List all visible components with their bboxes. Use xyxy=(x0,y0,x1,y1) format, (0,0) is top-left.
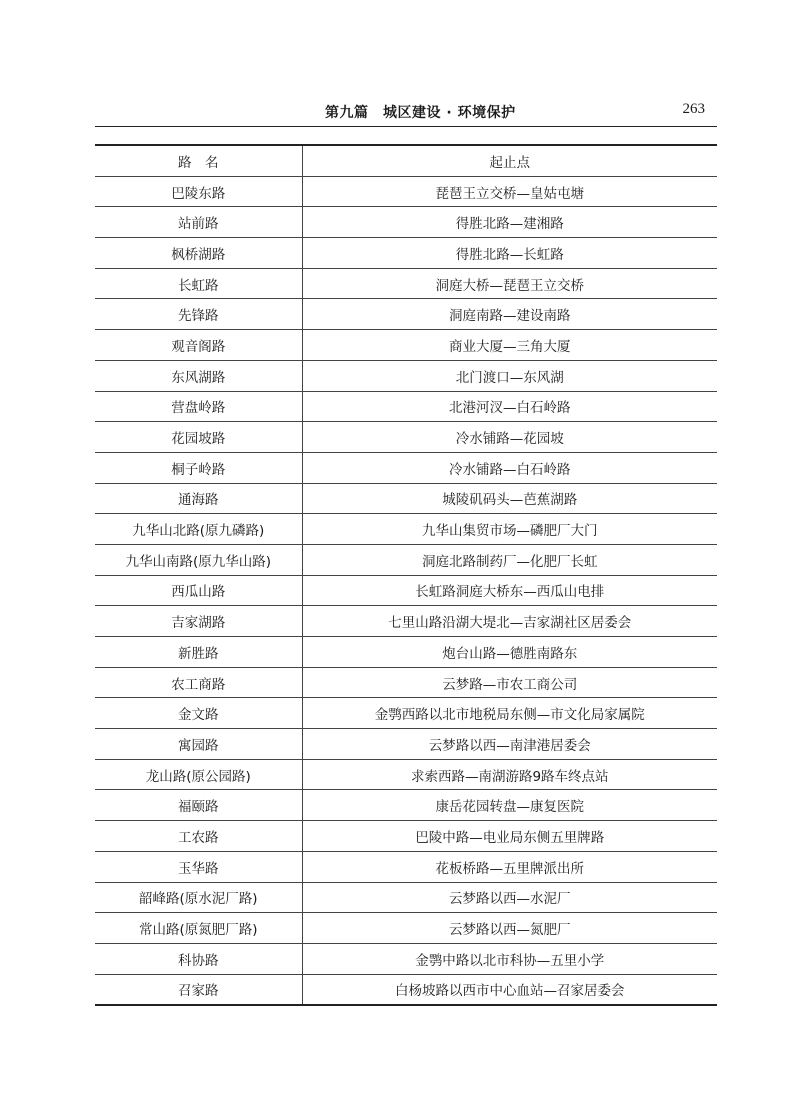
road-name-cell: 工农路 xyxy=(95,821,302,852)
road-table xyxy=(95,144,717,1006)
page-header xyxy=(95,96,717,127)
road-name-cell: 玉华路 xyxy=(95,851,302,882)
start-end-cell: 北门渡口—东风湖 xyxy=(302,360,717,391)
table-body xyxy=(95,176,717,1005)
start-end-cell: 北港河汊—白石岭路 xyxy=(302,391,717,422)
start-end-cell: 花板桥路—五里牌派出所 xyxy=(302,851,717,882)
table-row xyxy=(95,637,717,668)
road-name-cell: 农工商路 xyxy=(95,667,302,698)
start-end-cell: 云梦路以西—水泥厂 xyxy=(302,882,717,913)
road-name-cell: 新胜路 xyxy=(95,637,302,668)
road-name-cell: 福颐路 xyxy=(95,790,302,821)
road-name-cell: 常山路(原氮肥厂路) xyxy=(95,913,302,944)
road-name-cell: 龙山路(原公园路) xyxy=(95,759,302,790)
start-end-cell: 商业大厦—三角大厦 xyxy=(302,330,717,361)
start-end-cell: 九华山集贸市场—磷肥厂大门 xyxy=(302,514,717,545)
start-end-cell: 长虹路洞庭大桥东—西瓜山电排 xyxy=(302,575,717,606)
column-header-start-end: 起止点 xyxy=(302,145,717,176)
road-name-cell: 桐子岭路 xyxy=(95,452,302,483)
table-row xyxy=(95,268,717,299)
start-end-cell: 巴陵中路—电业局东侧五里牌路 xyxy=(302,821,717,852)
table-row xyxy=(95,330,717,361)
table-header-row xyxy=(95,145,717,176)
table-row xyxy=(95,667,717,698)
road-name-cell: 长虹路 xyxy=(95,268,302,299)
road-name-cell: 科协路 xyxy=(95,943,302,974)
header-title: 第九篇 城区建设 · 环境保护 xyxy=(325,105,516,121)
road-name-cell: 先锋路 xyxy=(95,299,302,330)
table-row xyxy=(95,943,717,974)
table-row xyxy=(95,729,717,760)
table-row xyxy=(95,238,717,269)
table-row xyxy=(95,514,717,545)
table-row xyxy=(95,299,717,330)
table-row xyxy=(95,391,717,422)
road-name-cell: 站前路 xyxy=(95,207,302,238)
road-name-cell: 召家路 xyxy=(95,974,302,1005)
table-row xyxy=(95,821,717,852)
table-row xyxy=(95,207,717,238)
start-end-cell: 康岳花园转盘—康复医院 xyxy=(302,790,717,821)
start-end-cell: 云梦路以西—氮肥厂 xyxy=(302,913,717,944)
start-end-cell: 金鹗西路以北市地税局东侧—市文化局家属院 xyxy=(302,698,717,729)
start-end-cell: 琵琶王立交桥—皇姑屯塘 xyxy=(302,176,717,207)
road-name-cell: 观音阁路 xyxy=(95,330,302,361)
start-end-cell: 洞庭大桥—琵琶王立交桥 xyxy=(302,268,717,299)
start-end-cell: 冷水铺路—白石岭路 xyxy=(302,452,717,483)
start-end-cell: 白杨坡路以西市中心血站—召家居委会 xyxy=(395,983,625,1000)
page-number: 263 xyxy=(682,101,705,117)
table-row xyxy=(95,575,717,606)
road-name-cell: 枫桥湖路 xyxy=(95,238,302,269)
road-name-cell: 韶峰路(原水泥厂路) xyxy=(95,882,302,913)
start-end-cell: 冷水铺路—花园坡 xyxy=(302,422,717,453)
start-end-cell: 七里山路沿湖大堤北—吉家湖社区居委会 xyxy=(302,606,717,637)
table-row xyxy=(95,759,717,790)
road-name-cell: 营盘岭路 xyxy=(95,391,302,422)
table-row xyxy=(95,483,717,514)
table-row xyxy=(95,544,717,575)
table-row xyxy=(95,452,717,483)
start-end-cell: 求索西路—南湖游路9路车终点站 xyxy=(302,759,717,790)
table-row xyxy=(95,176,717,207)
road-name-cell: 东风湖路 xyxy=(95,360,302,391)
table-header xyxy=(95,145,717,176)
table-row xyxy=(95,913,717,944)
road-name-cell: 寓园路 xyxy=(95,729,302,760)
start-end-cell: 金鹗中路以北市科协—五里小学 xyxy=(302,943,717,974)
road-name-cell: 西瓜山路 xyxy=(95,575,302,606)
road-name-cell: 九华山北路(原九磷路) xyxy=(95,514,302,545)
start-end-cell: 洞庭北路制药厂—化肥厂长虹 xyxy=(302,544,717,575)
road-name-cell: 巴陵东路 xyxy=(95,176,302,207)
column-header-road-name: 路 名 xyxy=(95,145,302,176)
road-name-cell: 通海路 xyxy=(95,483,302,514)
start-end-cell: 云梦路以西—南津港居委会 xyxy=(302,729,717,760)
start-end-cell: 得胜北路—建湘路 xyxy=(302,207,717,238)
table-row xyxy=(95,851,717,882)
table-row xyxy=(95,882,717,913)
table-row xyxy=(95,974,717,1005)
start-end-cell: 炮台山路—德胜南路东 xyxy=(302,637,717,668)
road-name-cell: 金文路 xyxy=(95,698,302,729)
start-end-cell: 城陵矶码头—芭蕉湖路 xyxy=(302,483,717,514)
table-row xyxy=(95,790,717,821)
road-name-cell: 吉家湖路 xyxy=(95,606,302,637)
start-end-cell: 云梦路—市农工商公司 xyxy=(302,667,717,698)
start-end-cell: 得胜北路—长虹路 xyxy=(302,238,717,269)
table-row xyxy=(95,360,717,391)
road-name-cell: 花园坡路 xyxy=(95,422,302,453)
road-name-cell: 九华山南路(原九华山路) xyxy=(95,544,302,575)
start-end-cell: 洞庭南路—建设南路 xyxy=(302,299,717,330)
table-row xyxy=(95,422,717,453)
table-row xyxy=(95,698,717,729)
table-row xyxy=(95,606,717,637)
